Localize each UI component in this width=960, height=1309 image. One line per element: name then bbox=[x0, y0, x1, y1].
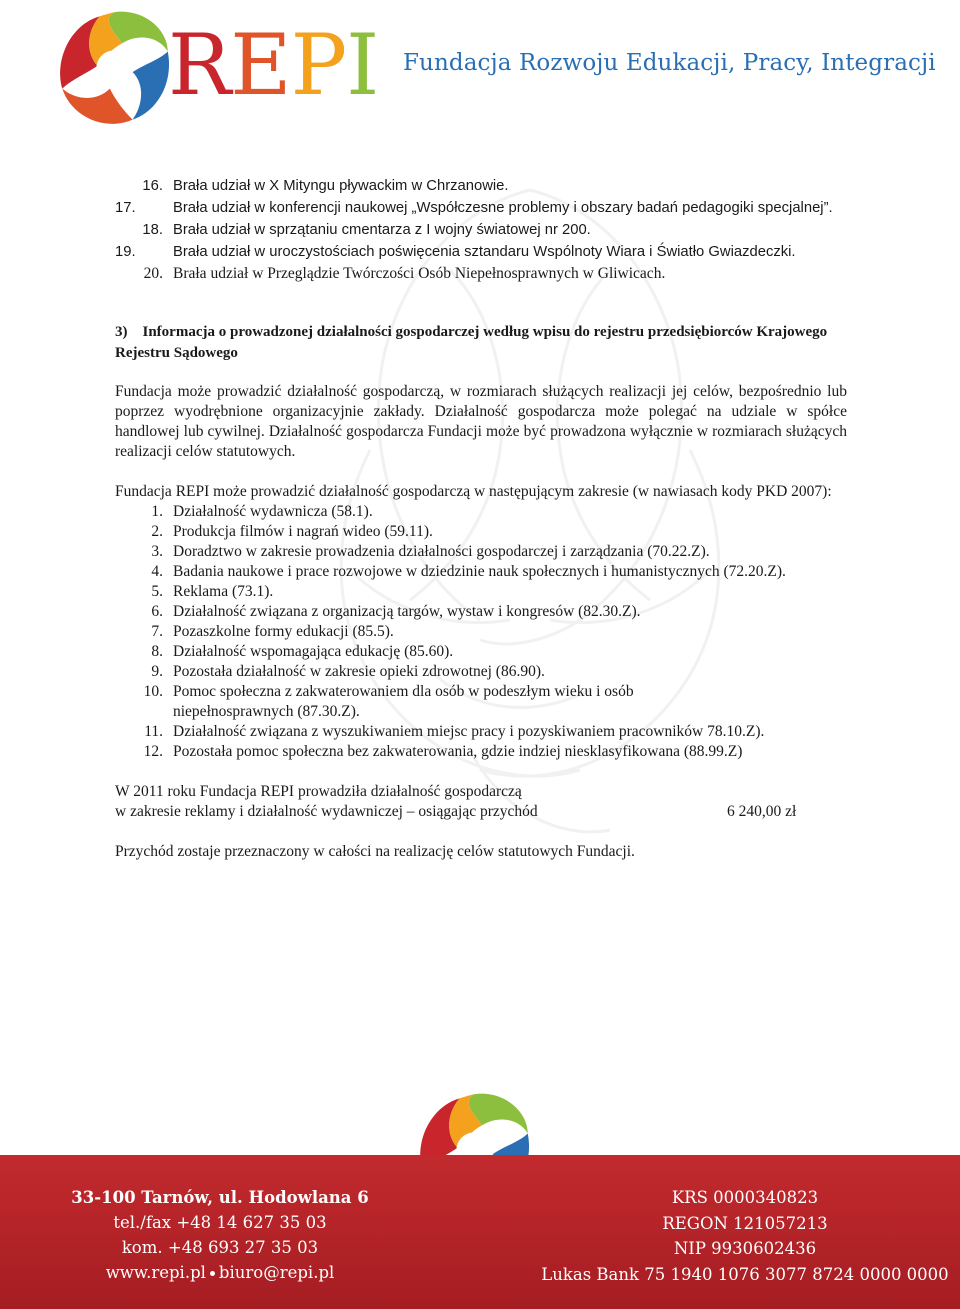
section-heading: 3) Informacja o prowadzonej działalności gospodarczej według wpisu do rejestru przedsiębiorców Krajowego Rejestru Sądowego bbox=[115, 324, 828, 361]
list-item: 18. Brała udział w sprzątaniu cmentarza z I wojny światowej nr 200. bbox=[142, 222, 591, 238]
footer-bank: Lukas Bank 75 1940 1076 3077 8724 0000 0000 bbox=[541, 1264, 949, 1284]
income-amount: 6 240,00 zł bbox=[727, 803, 797, 820]
repi-logo-wordmark: REPI bbox=[168, 16, 379, 114]
email-link[interactable]: biuro@repi.pl bbox=[218, 1263, 335, 1282]
list-item: 8. Działalność wspomagająca edukację (85.60). bbox=[151, 643, 454, 660]
income-line: W 2011 roku Fundacja REPI prowadziła działalność gospodarczą bbox=[115, 783, 522, 800]
list-item: 4. Badania naukowe i prace rozwojowe w dziedzinie nauk społecznych i humanistycznych (72.20.Z). bbox=[151, 563, 786, 580]
footer-regon: REGON 121057213 bbox=[662, 1213, 828, 1233]
footer-nip: NIP 9930602436 bbox=[673, 1239, 817, 1258]
business-activity-paragraph: Fundacja może prowadzić działalność gospodarczą, w rozmiarach służących realizacji jej celów, bezpośrednio lub poprzez wyodrębnione organizacyjnie zakłady. Działalność gospodarcza może polegać na udziale w spółce handlowej lub cywilnej. Działalność gospodarcza Fundacji może być prowadzona wyłącznie w rozmiarach służących realizacji celów statutowych. bbox=[115, 383, 847, 460]
list-item: 10. Pomoc społeczna z zakwaterowaniem dla osób w podeszłym wieku i osób niepełnosprawnych (87.30.Z). bbox=[143, 683, 634, 720]
footer-telfax: tel./fax +48 14 627 35 03 bbox=[113, 1213, 327, 1232]
footer-registry bbox=[540, 1185, 950, 1287]
list-item: 12. Pozostała pomoc społeczna bez zakwaterowania, gdzie indziej niesklasyfikowana (88.99.Z) bbox=[143, 743, 743, 760]
activities-list bbox=[115, 176, 847, 284]
page-header bbox=[0, 0, 960, 140]
list-item: 6. Działalność związana z organizacją targów, wystaw i kongresów (82.30.Z). bbox=[151, 603, 641, 620]
pkd-intro-paragraph: Fundacja REPI może prowadzić działalność gospodarczą w następującym zakresie (w nawiasach kody PKD 2007): bbox=[115, 483, 832, 500]
income-statement bbox=[115, 782, 847, 822]
list-item: 3. Doradztwo w zakresie prowadzenia działalności gospodarczej i zarządzania (70.22.Z). bbox=[151, 543, 710, 560]
list-item: 17. Brała udział w konferencji naukowej „Współczesne problemy i obszary badań pedagogiki specjalnej”. bbox=[115, 200, 833, 216]
footer-mobile: kom. +48 693 27 35 03 bbox=[121, 1238, 319, 1257]
list-item: 19. Brała udział w uroczystościach poświęcenia sztandaru Wspólnoty Wiara i Światło Gwiazdeczki. bbox=[115, 244, 796, 260]
list-item: 7. Pozaszkolne formy edukacji (85.5). bbox=[151, 623, 394, 640]
footer-contact bbox=[0, 1185, 440, 1285]
list-item: 5. Reklama (73.1). bbox=[151, 583, 274, 600]
page-footer bbox=[0, 1155, 960, 1309]
pkd-list bbox=[115, 502, 847, 762]
repi-logo-icon bbox=[52, 6, 176, 130]
closing-sentence: Przychód zostaje przeznaczony w całości na realizację celów statutowych Fundacji. bbox=[115, 843, 635, 860]
footer-address: 33-100 Tarnów, ul. Hodowlana 6 bbox=[71, 1188, 369, 1207]
document-body bbox=[115, 176, 847, 862]
website-link[interactable]: www.repi.pl bbox=[105, 1263, 206, 1282]
list-item: 9. Pozostała działalność w zakresie opieki zdrowotnej (86.90). bbox=[151, 663, 545, 680]
footer-krs: KRS 0000340823 bbox=[671, 1188, 819, 1207]
list-item: 2. Produkcja filmów i nagrań wideo (59.11). bbox=[151, 523, 433, 540]
list-item: 11. Działalność związana z wyszukiwaniem miejsc pracy i pozyskiwaniem pracowników 78.10.Z). bbox=[144, 723, 765, 740]
list-item: 20. Brała udział w Przeglądzie Twórczości Osób Niepełnosprawnych w Gliwicach. bbox=[143, 265, 666, 282]
footer-web-email bbox=[0, 1260, 440, 1285]
bullet-separator-icon bbox=[210, 1271, 215, 1276]
foundation-tagline: Fundacja Rozwoju Edukacji, Pracy, Integracji bbox=[403, 50, 936, 76]
list-item: 1. Działalność wydawnicza (58.1). bbox=[151, 503, 373, 520]
income-line: w zakresie reklamy i działalność wydawniczej – osiągając przychód 6 240,00 zł bbox=[115, 803, 797, 820]
list-item: 16. Brała udział w X Mityngu pływackim w Chrzanowie. bbox=[142, 178, 509, 194]
